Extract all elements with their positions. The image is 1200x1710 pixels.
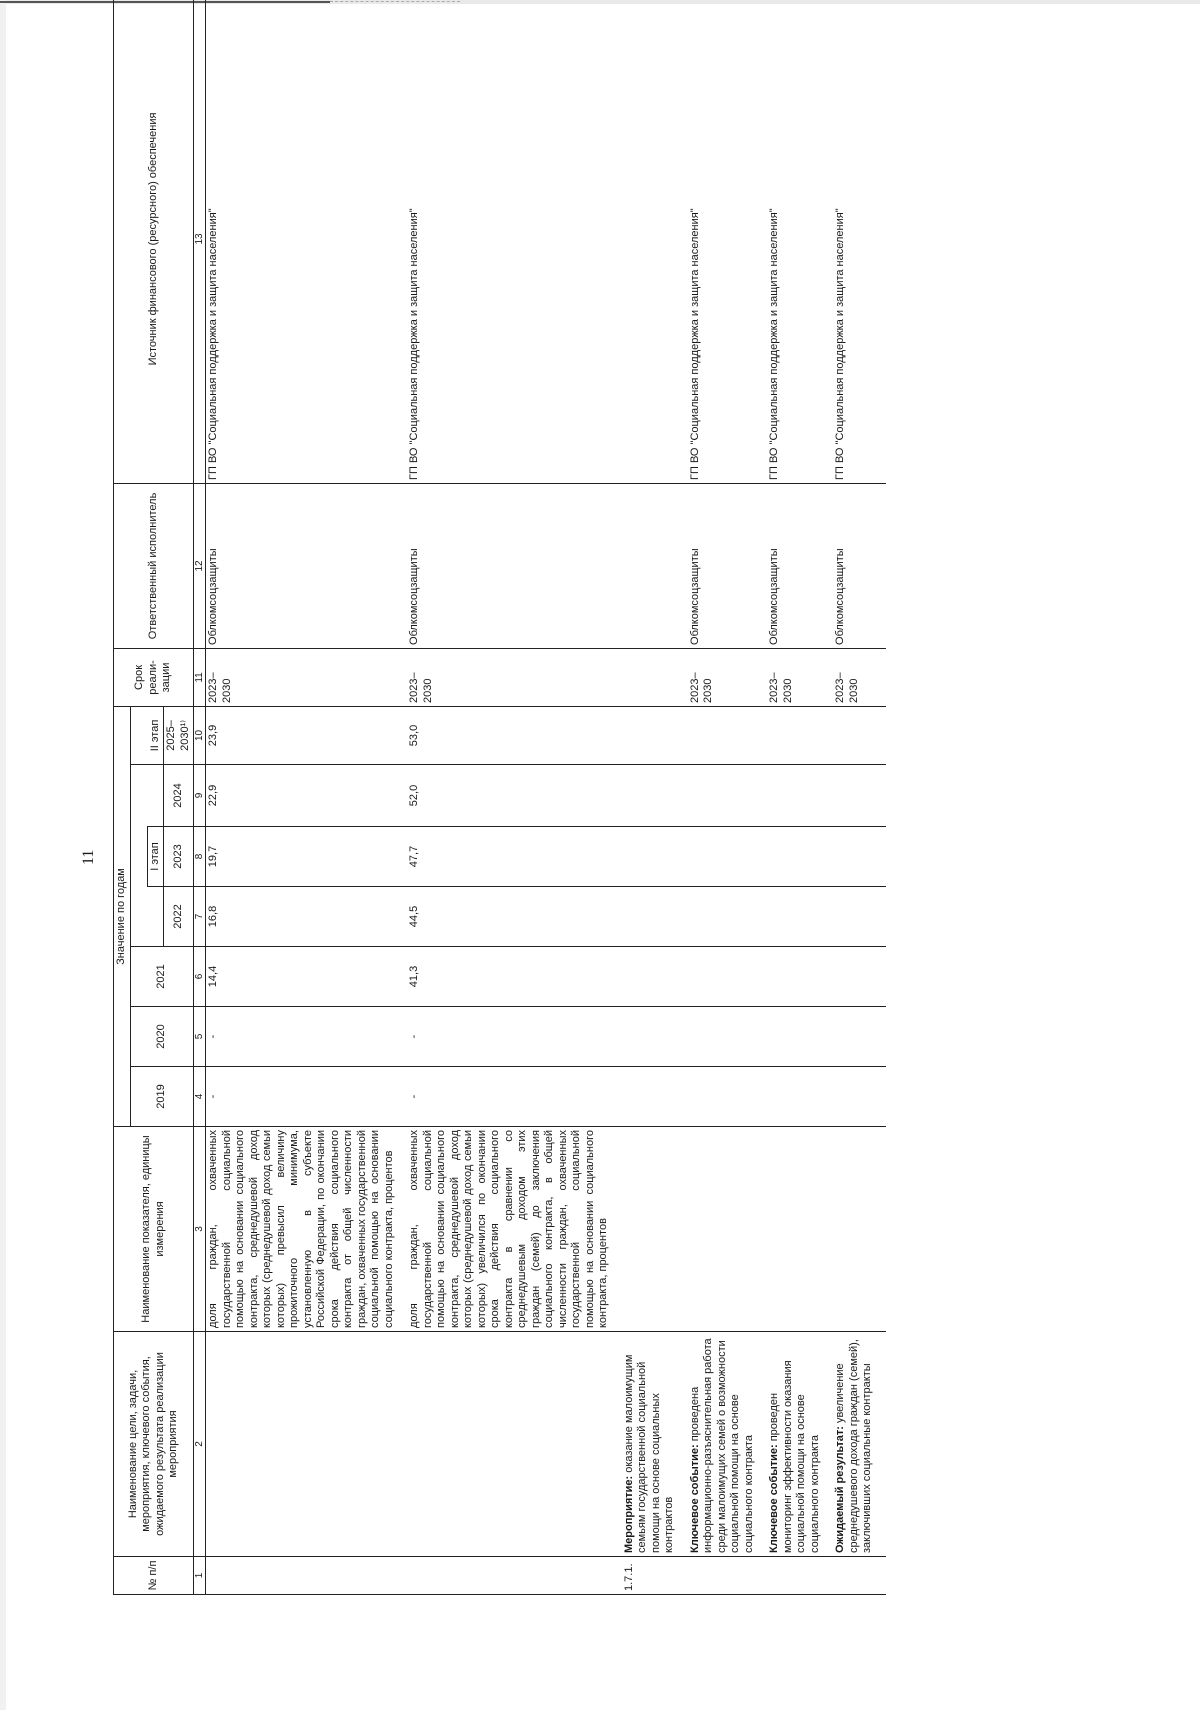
spacer-cell xyxy=(397,1332,407,1557)
row-name-text: проведена информационно-разъяснительная работа среди малоимущих семей о возможности социальной помощи на основе социального контракта xyxy=(688,1338,755,1553)
spacer-cell xyxy=(876,1557,886,1595)
spacer-cell xyxy=(757,483,767,648)
row-value-2023 xyxy=(622,827,678,887)
spacer-cell xyxy=(876,648,886,706)
row-executor: Облкомсоцзащиты xyxy=(688,483,758,648)
row-value-2021 xyxy=(833,947,876,1007)
spacer-cell xyxy=(823,648,833,706)
row-value-2022: 16,8 xyxy=(206,887,398,947)
spacer-cell xyxy=(612,648,622,706)
spacer-cell xyxy=(876,0,886,483)
header-year-2025: 2025–2030¹⁾ xyxy=(164,706,194,764)
spacer-cell xyxy=(678,0,688,483)
row-source: ГП ВО "Социальная поддержка и защита населения" xyxy=(407,0,612,483)
header-year-2020: 2020 xyxy=(130,1007,194,1067)
row-number xyxy=(688,1557,758,1595)
spacer-cell xyxy=(678,648,688,706)
header-executor: Ответственный исполнитель xyxy=(114,483,194,648)
row-term: 2023–2030 xyxy=(767,648,823,706)
table-row xyxy=(833,0,876,1595)
column-number: 1 xyxy=(194,1557,206,1595)
row-value-2021: 14,4 xyxy=(206,947,398,1007)
spacer-cell xyxy=(876,1067,886,1127)
row-value-2024: 22,9 xyxy=(206,765,398,827)
row-name xyxy=(688,1332,758,1557)
table-row xyxy=(622,0,678,1595)
row-spacer xyxy=(876,0,886,1595)
spacer-cell xyxy=(823,887,833,947)
header-stage-2: II этап xyxy=(130,706,164,764)
row-indicator xyxy=(688,1127,758,1332)
row-value-2019: - xyxy=(206,1067,398,1127)
spacer-cell xyxy=(757,827,767,887)
spacer-cell xyxy=(397,1127,407,1332)
row-name xyxy=(206,1332,398,1557)
table-row xyxy=(688,0,758,1595)
spacer-cell xyxy=(823,947,833,1007)
row-term: 2023–2030 xyxy=(407,648,612,706)
row-name-text: оказание малоимущим семьям государственной социальной помощи на основе социальных контрактов xyxy=(622,1354,675,1553)
row-value-2020: - xyxy=(407,1007,612,1067)
row-term: 2023–2030 xyxy=(833,648,876,706)
spacer-cell xyxy=(757,1127,767,1332)
column-number: 11 xyxy=(194,648,206,706)
row-source: ГП ВО "Социальная поддержка и защита населения" xyxy=(767,0,823,483)
spacer-cell xyxy=(757,1332,767,1557)
row-name xyxy=(622,1332,678,1557)
spacer-cell xyxy=(757,887,767,947)
column-number: 9 xyxy=(194,765,206,827)
column-number: 4 xyxy=(194,1067,206,1127)
row-source: ГП ВО "Социальная поддержка и защита населения" xyxy=(833,0,876,483)
row-value-2022 xyxy=(622,887,678,947)
row-term xyxy=(622,648,678,706)
column-number: 7 xyxy=(194,887,206,947)
row-indicator xyxy=(767,1127,823,1332)
spacer-cell xyxy=(876,827,886,887)
row-value-2024 xyxy=(688,765,758,827)
row-value-2024: 52,0 xyxy=(407,765,612,827)
spacer-cell xyxy=(757,648,767,706)
spacer-cell xyxy=(678,947,688,1007)
row-value-2022: 44,5 xyxy=(407,887,612,947)
spacer-cell xyxy=(612,1067,622,1127)
row-number xyxy=(833,1557,876,1595)
spacer-cell xyxy=(397,947,407,1007)
row-value-2019 xyxy=(622,1067,678,1127)
row-value-2020 xyxy=(767,1007,823,1067)
header-num: № п/п xyxy=(114,1557,194,1595)
spacer-cell xyxy=(876,765,886,827)
spacer-cell xyxy=(823,827,833,887)
spacer-cell xyxy=(612,0,622,483)
spacer-cell xyxy=(757,0,767,483)
row-value-2024 xyxy=(767,765,823,827)
spacer-cell xyxy=(823,1007,833,1067)
header-year-2024: 2024 xyxy=(164,765,194,827)
spacer-cell xyxy=(678,1557,688,1595)
column-number: 13 xyxy=(194,0,206,483)
row-value-2020 xyxy=(622,1007,678,1067)
spacer-cell xyxy=(876,947,886,1007)
page-number: 11 xyxy=(80,849,97,865)
header-name: Наименование цели, задачи, мероприятия, ключевого события, ожидаемого результата реализации мероприятия xyxy=(114,1332,194,1557)
row-number: 1.7.1. xyxy=(622,1557,678,1595)
row-spacer xyxy=(757,0,767,1595)
table-row xyxy=(407,0,612,1595)
spacer-cell xyxy=(678,827,688,887)
row-name-label: Ключевое событие: xyxy=(688,1444,701,1553)
row-name xyxy=(833,1332,876,1557)
row-number xyxy=(407,1557,612,1595)
spacer-cell xyxy=(876,887,886,947)
row-value-2022 xyxy=(688,887,758,947)
header-year-2019: 2019 xyxy=(130,1067,194,1127)
row-value-2025: 53,0 xyxy=(407,706,612,764)
row-name xyxy=(767,1332,823,1557)
row-value-2020 xyxy=(833,1007,876,1067)
spacer-cell xyxy=(397,0,407,483)
row-executor: Облкомсоцзащиты xyxy=(407,483,612,648)
row-name-label: Ключевое событие: xyxy=(768,1444,780,1553)
spacer-cell xyxy=(397,648,407,706)
column-number: 3 xyxy=(194,1127,206,1332)
row-value-2024 xyxy=(622,765,678,827)
spacer-cell xyxy=(757,947,767,1007)
spacer-cell xyxy=(757,1007,767,1067)
row-value-2022 xyxy=(833,887,876,947)
row-value-2025 xyxy=(833,706,876,764)
row-indicator: доля граждан, охваченных государственной социальной помощью на основании социального контракта, среднедушевой доход которых (среднедушевой доход семьи которых) превысил величину прожиточного минимума, установленную в субъекте Российской Федерации, по окончании срока действия социального контракта от общей численности граждан, охваченных государственной социальной помощью на основании социального контракта, процентов xyxy=(206,1127,398,1332)
row-spacer xyxy=(678,0,688,1595)
row-value-2019 xyxy=(833,1067,876,1127)
header-indicator: Наименование показателя, единицы измерения xyxy=(114,1127,194,1332)
spacer-cell xyxy=(678,1007,688,1067)
spacer-cell xyxy=(612,765,622,827)
column-number: 10 xyxy=(194,706,206,764)
row-value-2020 xyxy=(688,1007,758,1067)
spacer-cell xyxy=(397,1067,407,1127)
column-number: 2 xyxy=(194,1332,206,1557)
spacer-cell xyxy=(612,1557,622,1595)
spacer-cell xyxy=(757,706,767,764)
row-spacer xyxy=(612,0,622,1595)
row-indicator: доля граждан, охваченных государственной социальной помощью на основании социального контракта, среднедушевой доход которых (среднедушевой доход семьи которых) увеличился по окончании срока действия социального контракта в сравнении со среднедушевым доходом этих граждан (семей) до заключения социального контракта, в общей численности граждан, охваченных государственной социальной помощью на основании социального контракта, процентов xyxy=(407,1127,612,1332)
row-source: ГП ВО "Социальная поддержка и защита населения" xyxy=(688,0,758,483)
row-value-2025 xyxy=(767,706,823,764)
spacer-cell xyxy=(612,1332,622,1557)
row-source xyxy=(622,0,678,483)
column-number-row xyxy=(194,0,206,1595)
spacer-cell xyxy=(612,1007,622,1067)
row-indicator xyxy=(622,1127,678,1332)
column-number: 6 xyxy=(194,947,206,1007)
row-value-2023: 47,7 xyxy=(407,827,612,887)
spacer-cell xyxy=(757,1067,767,1127)
row-term: 2023–2030 xyxy=(206,648,398,706)
spacer-cell xyxy=(823,1127,833,1332)
column-number: 5 xyxy=(194,1007,206,1067)
column-number: 12 xyxy=(194,483,206,648)
spacer-cell xyxy=(397,765,407,827)
row-value-2022 xyxy=(767,887,823,947)
spacer-cell xyxy=(823,1557,833,1595)
spacer-cell xyxy=(612,887,622,947)
spacer-cell xyxy=(397,1007,407,1067)
spacer-cell xyxy=(876,706,886,764)
row-number xyxy=(767,1557,823,1595)
column-number: 8 xyxy=(194,827,206,887)
row-value-2025 xyxy=(688,706,758,764)
spacer-cell xyxy=(876,1332,886,1557)
spacer-cell xyxy=(823,706,833,764)
row-value-2023: 19,7 xyxy=(206,827,398,887)
row-indicator xyxy=(833,1127,876,1332)
spacer-cell xyxy=(397,706,407,764)
header-year-2023: 2023 xyxy=(164,827,194,887)
header-values-group: Значение по годам xyxy=(114,706,131,1126)
row-executor xyxy=(622,483,678,648)
row-value-2025: 23,9 xyxy=(206,706,398,764)
row-executor: Облкомсоцзащиты xyxy=(833,483,876,648)
spacer-cell xyxy=(757,765,767,827)
row-name-label: Мероприятие: xyxy=(622,1475,635,1553)
row-value-2021 xyxy=(767,947,823,1007)
spacer-cell xyxy=(823,0,833,483)
row-executor: Облкомсоцзащиты xyxy=(206,483,398,648)
row-term: 2023–2030 xyxy=(688,648,758,706)
row-value-2019 xyxy=(688,1067,758,1127)
table-row xyxy=(206,0,398,1595)
row-value-2019 xyxy=(767,1067,823,1127)
row-name-text: увеличение среднедушевого дохода граждан (семей), заключивших социальные контракты xyxy=(834,1339,873,1553)
row-value-2023 xyxy=(833,827,876,887)
header-source: Источник финансового (ресурсного) обеспечения xyxy=(114,0,194,483)
row-spacer xyxy=(397,0,407,1595)
row-name xyxy=(407,1332,612,1557)
spacer-cell xyxy=(678,1127,688,1332)
table-row xyxy=(767,0,823,1595)
spacer-cell xyxy=(823,765,833,827)
spacer-cell xyxy=(397,1557,407,1595)
row-executor: Облкомсоцзащиты xyxy=(767,483,823,648)
row-name-text: проведен мониторинг эффективности оказания социальной помощи на основе социального контракта xyxy=(768,1360,821,1553)
spacer-cell xyxy=(678,706,688,764)
row-value-2025 xyxy=(622,706,678,764)
row-value-2023 xyxy=(767,827,823,887)
row-number xyxy=(206,1557,398,1595)
row-value-2019: - xyxy=(407,1067,612,1127)
spacer-cell xyxy=(678,483,688,648)
spacer-cell xyxy=(876,1007,886,1067)
row-source: ГП ВО "Социальная поддержка и защита населения" xyxy=(206,0,398,483)
spacer-cell xyxy=(876,1127,886,1332)
spacer-cell xyxy=(612,483,622,648)
spacer-cell xyxy=(678,1332,688,1557)
spacer-cell xyxy=(678,1067,688,1127)
spacer-cell xyxy=(757,1557,767,1595)
spacer-cell xyxy=(876,483,886,648)
row-value-2020: - xyxy=(206,1007,398,1067)
row-value-2021: 41,3 xyxy=(407,947,612,1007)
header-year-2022: 2022 xyxy=(164,887,194,947)
spacer-cell xyxy=(612,706,622,764)
spacer-cell xyxy=(397,827,407,887)
row-value-2024 xyxy=(833,765,876,827)
spacer-cell xyxy=(397,483,407,648)
header-year-2021: 2021 xyxy=(130,947,194,1007)
program-table xyxy=(113,0,886,1595)
spacer-cell xyxy=(678,765,688,827)
row-value-2021 xyxy=(688,947,758,1007)
spacer-cell xyxy=(397,887,407,947)
spacer-cell xyxy=(612,827,622,887)
row-spacer xyxy=(823,0,833,1595)
row-value-2023 xyxy=(688,827,758,887)
spacer-cell xyxy=(612,947,622,1007)
row-value-2021 xyxy=(622,947,678,1007)
row-name-label: Ожидаемый результат: xyxy=(834,1426,846,1553)
spacer-cell xyxy=(612,1127,622,1332)
spacer-cell xyxy=(823,483,833,648)
spacer-cell xyxy=(823,1332,833,1557)
spacer-cell xyxy=(823,1067,833,1127)
header-term: Срок реали-зации xyxy=(114,648,194,706)
header-stage-1: I этап xyxy=(147,827,164,887)
spacer-cell xyxy=(678,887,688,947)
